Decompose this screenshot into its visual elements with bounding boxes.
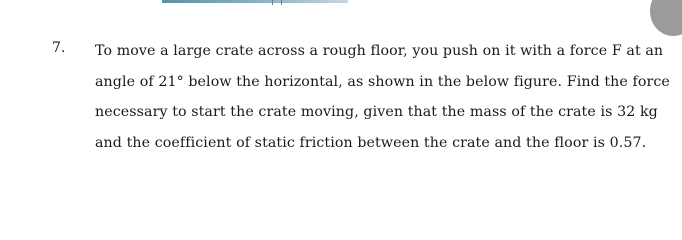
question-number: 7.: [52, 40, 66, 56]
question-text: [95, 36, 670, 158]
question-line: angle of 21° below the horizontal, as shown in the below figure. Find the force: [95, 73, 670, 90]
page-corner-tab: [650, 0, 682, 36]
question-line: To move a large crate across a rough floor, you push on it with a force F at an: [95, 43, 664, 59]
cropped-figure-strip: [162, 0, 348, 5]
question-line: necessary to start the crate moving, given that the mass of the crate is 32 kg: [95, 104, 658, 120]
question-line: and the coefficient of static friction between the crate and the floor is 0.57.: [95, 134, 647, 151]
figure-edge: [162, 0, 348, 3]
figure-tick: [272, 0, 282, 5]
